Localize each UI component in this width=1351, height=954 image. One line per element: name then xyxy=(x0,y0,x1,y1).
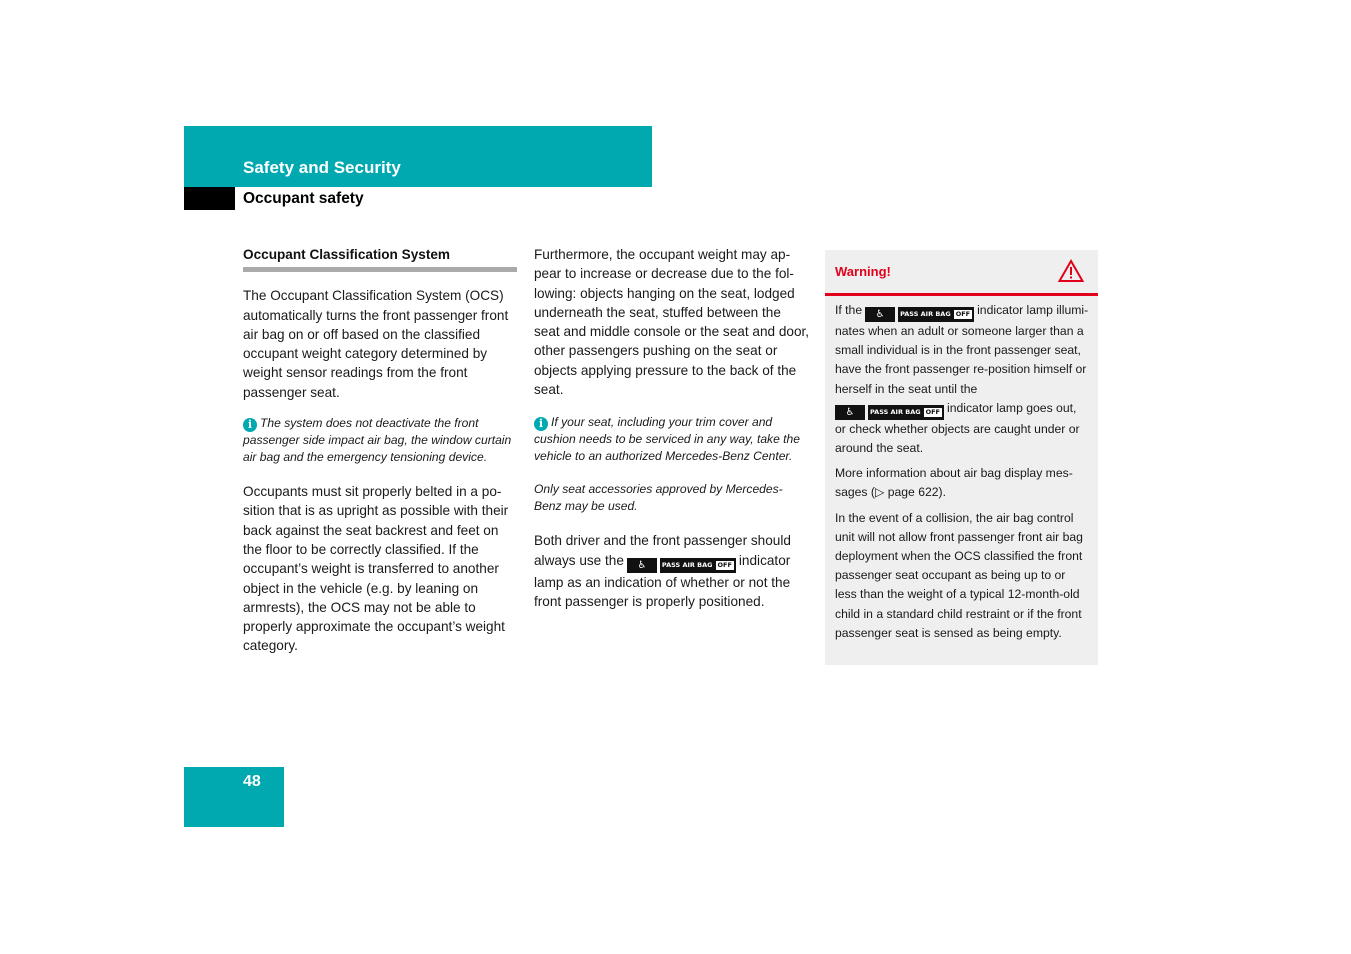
info-note-text: If your seat, including your trim cover and cushion needs to be serviced in any way, take the vehicle to an authorized Mercedes-Benz Center. xyxy=(534,415,800,464)
warning-box xyxy=(825,250,1098,665)
warning-body xyxy=(825,296,1098,643)
info-icon: i xyxy=(243,418,257,432)
paragraph: The Occupant Classification System (OCS) automatically turns the front passenger front air bag on or off based on the classified occupant weight category determined by weight sensor readings from the front passenger seat. xyxy=(243,288,509,400)
column-2 xyxy=(534,245,810,611)
pass-air-bag-off-indicator xyxy=(835,405,944,420)
paragraph xyxy=(534,531,810,611)
paragraph: Occupants must sit properly belted in a position that is as upright as possible with their back against the seat backrest and feet on the floor to be correctly classified. If the occupant’s weight is transferred to another object in the vehicle (e.g. by leaning on armrests), the OCS may not be able to properly approximate the occupant’s weight category. xyxy=(243,484,509,654)
pass-air-bag-off-icon: PASS AIR BAG OFF xyxy=(868,405,944,420)
pass-air-bag-off-icon: PASS AIR BAG OFF xyxy=(660,558,736,573)
column-1 xyxy=(243,245,517,656)
info-note-text: The system does not deactivate the front passenger side impact air bag, the window curtain air bag and the emergency tensioning device. xyxy=(243,416,512,465)
warning-triangle-icon xyxy=(1058,259,1084,283)
pass-air-bag-off-icon: PASS AIR BAG OFF xyxy=(898,307,974,322)
warning-paragraph: More information about air bag display messages (▷ page 622). xyxy=(835,466,1073,500)
paragraph-text: indicator lamp as an indication of whether or not the front passenger is properly positioned. xyxy=(534,552,791,609)
column-heading: Occupant Classification System xyxy=(243,245,517,272)
section-marker xyxy=(184,187,235,210)
page-number-box xyxy=(184,767,284,827)
pass-air-bag-off-indicator xyxy=(865,307,974,322)
warning-header xyxy=(825,250,1098,296)
info-icon: i xyxy=(534,417,548,431)
paragraph-text: Both driver and the front passenger should always use the xyxy=(534,533,791,568)
warning-paragraph: In the event of a collision, the air bag control unit will not allow front passenger front air bag deployment when the OCS classified the front passenger seat occupant as being up to or less than the weight of a typical 12-month-old child in a standard child restraint or if the front passenger seat is sensed as being empty. xyxy=(835,510,1083,640)
page-number: 48 xyxy=(243,773,261,790)
warning-paragraph: If the ♿ PASS AIR BAG OFF indicator lamp illuminates when an adult or someone larger than a small individual is in the front passenger seat, have the front passenger re-position himself or herself in the seat until the ♿ PASS AIR BAG OFF indicator lamp goes out, or check whether objects are caught under or around the seat. xyxy=(835,303,1089,456)
pass-air-bag-off-indicator xyxy=(627,558,736,573)
paragraph: Furthermore, the occupant weight may appear to increase or decrease due to the following: objects hanging on the seat, lodged underneath the seat, stuffed between the seat and middle console or the seat and door, other passengers pushing on the seat or objects applying pressure to the back of the seat. xyxy=(534,247,810,398)
seat-occupant-icon: ♿ xyxy=(835,405,865,420)
info-note xyxy=(534,414,810,465)
warning-label: Warning! xyxy=(835,264,891,279)
info-note-continued: Only seat accessories approved by Mercedes-Benz may be used. xyxy=(534,482,783,514)
info-note xyxy=(243,415,517,466)
seat-occupant-icon: ♿ xyxy=(627,558,657,573)
subsection-title: Occupant safety xyxy=(243,190,364,207)
seat-occupant-icon: ♿ xyxy=(865,307,895,322)
section-title: Safety and Security xyxy=(243,158,401,177)
